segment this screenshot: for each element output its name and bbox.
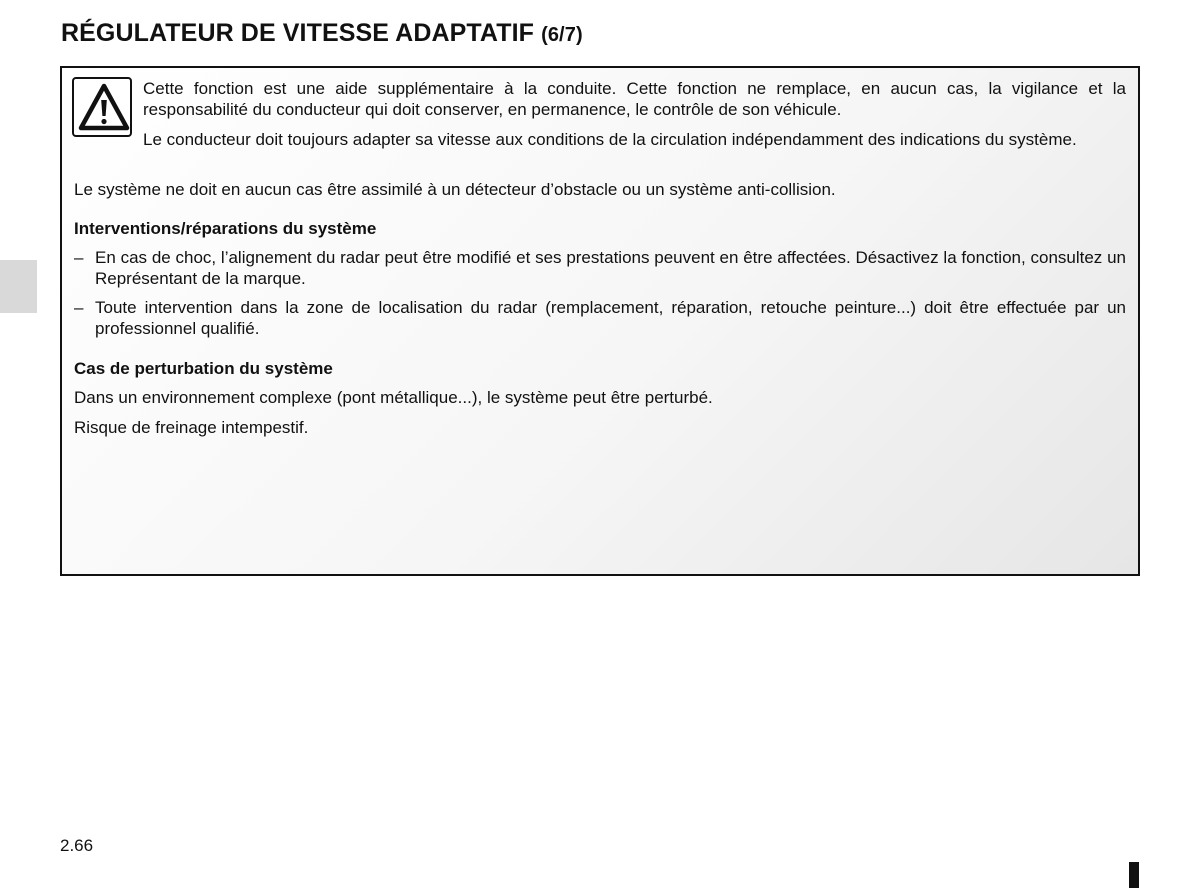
list-dash: – — [74, 298, 84, 317]
list-item — [74, 247, 1126, 289]
page-number: 2.66 — [60, 836, 94, 855]
page-title-text: RÉGULATEUR DE VITESSE ADAPTATIF — [61, 19, 535, 47]
warning-paragraph-1: Cette fonction est une aide supplémentaire à la conduite. Cette fonction ne remplace, en aucun cas, la vigilance et la responsabilité du conducteur qui doit conserver, en permanence, le contrôle de son véhicule. — [143, 79, 1126, 119]
perturbation-heading: Cas de perturbation du système — [74, 359, 333, 378]
perturbation-paragraph-1: Dans un environnement complexe (pont métallique...), le système peut être perturbé. — [74, 388, 713, 407]
warning-triangle-icon — [72, 77, 132, 137]
list-dash: – — [74, 248, 84, 267]
warning-box — [60, 66, 1140, 576]
perturbation-paragraph-2: Risque de freinage intempestif. — [74, 418, 309, 437]
list-item-text: En cas de choc, l’alignement du radar peut être modifié et ses prestations peuvent en être affectées. Désactivez la fonction, consultez un Représentant de la marque. — [95, 248, 1126, 288]
interventions-heading: Interventions/réparations du système — [74, 219, 377, 238]
list-item-text: Toute intervention dans la zone de localisation du radar (remplacement, réparation, retouche peinture...) doit être effectuée par un professionnel qualifié. — [95, 298, 1126, 338]
list-item — [74, 297, 1126, 339]
warning-paragraph-2: Le conducteur doit toujours adapter sa vitesse aux conditions de la circulation indépendamment des indications du système. — [143, 130, 1077, 149]
warning-paragraph-3: Le système ne doit en aucun cas être assimilé à un détecteur d’obstacle ou un système anti-collision. — [74, 180, 836, 199]
page-fraction: (6/7) — [541, 24, 583, 46]
corner-mark — [1129, 862, 1139, 888]
page-title — [61, 19, 583, 48]
chapter-tab — [0, 260, 37, 313]
